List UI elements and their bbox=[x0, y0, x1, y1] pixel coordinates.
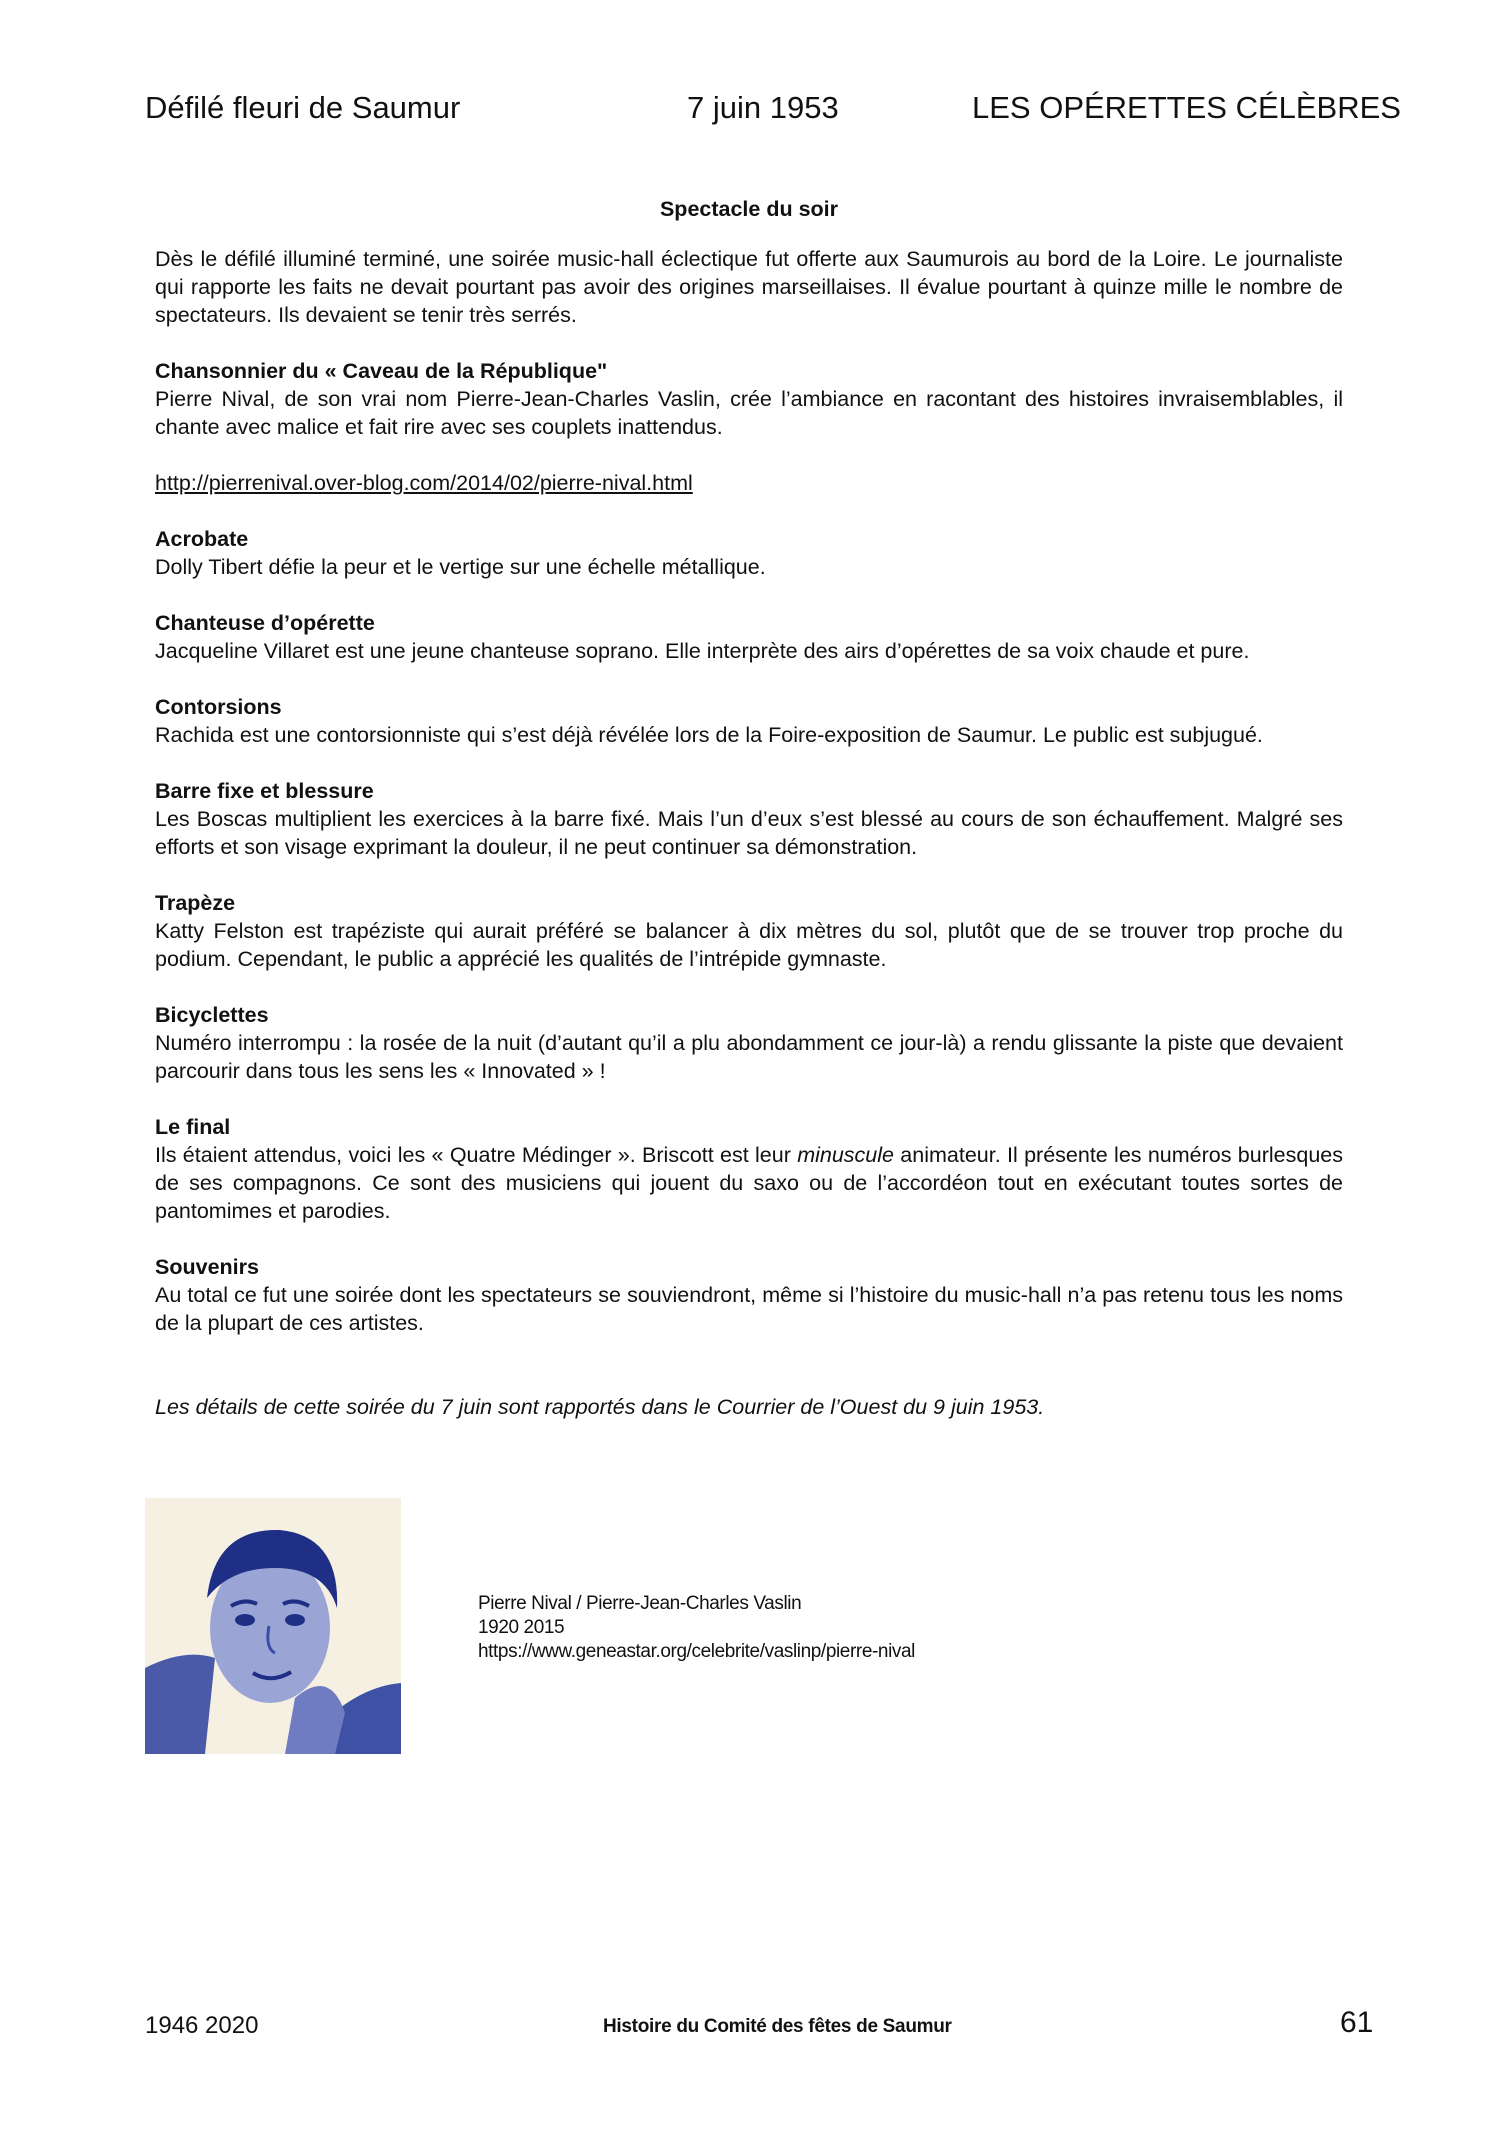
section-text bbox=[155, 1141, 1343, 1225]
header-right-title: LES OPÉRETTES CÉLÈBRES bbox=[972, 90, 1401, 125]
section-barre-fixe bbox=[155, 777, 1343, 861]
section-souvenirs bbox=[155, 1253, 1343, 1337]
section-heading: Acrobate bbox=[155, 527, 249, 551]
caption-name: Pierre Nival / Pierre-Jean-Charles Vaslin bbox=[478, 1593, 802, 1614]
footer-title: Histoire du Comité des fêtes de Saumur bbox=[603, 2016, 952, 2037]
section-heading: Contorsions bbox=[155, 695, 282, 719]
article-title: Spectacle du soir bbox=[659, 197, 839, 221]
section-chanteuse bbox=[155, 609, 1343, 665]
section-text: Pierre Nival, de son vrai nom Pierre-Jean-Charles Vaslin, crée l’ambiance en racontant des histoires invraisemblables, il chante avec malice et fait rire avec ses couplets inattendus. bbox=[155, 387, 1343, 439]
section-heading: Chansonnier du « Caveau de la République" bbox=[155, 359, 608, 383]
pierre-nival-link[interactable]: http://pierrenival.over-blog.com/2014/02/pierre-nival.html bbox=[155, 471, 693, 495]
section-text: Jacqueline Villaret est une jeune chanteuse soprano. Elle interprète des airs d’opérettes de sa voix chaude et pure. bbox=[155, 639, 1250, 663]
caption-url: https://www.geneastar.org/celebrite/vaslinp/pierre-nival bbox=[478, 1641, 915, 1662]
photo-caption bbox=[478, 1592, 915, 1664]
section-final bbox=[155, 1113, 1343, 1225]
section-heading: Souvenirs bbox=[155, 1255, 259, 1279]
section-chansonnier bbox=[155, 357, 1343, 441]
section-text: Au total ce fut une soirée dont les spectateurs se souviendront, même si l’histoire du music-hall n’a pas retenu tous les noms de la plupart de ces artistes. bbox=[155, 1283, 1343, 1335]
section-acrobate bbox=[155, 525, 1343, 581]
header-date: 7 juin 1953 bbox=[687, 90, 839, 125]
section-text: Dolly Tibert défie la peur et le vertige sur une échelle métallique. bbox=[155, 555, 766, 579]
section-heading: Barre fixe et blessure bbox=[155, 779, 374, 803]
text-before: Ils étaient attendus, voici les « Quatre Médinger ». Briscott est leur bbox=[155, 1143, 798, 1167]
section-heading: Chanteuse d’opérette bbox=[155, 611, 375, 635]
intro-paragraph: Dès le défilé illuminé terminé, une soirée music-hall éclectique fut offerte aux Saumurois au bord de la Loire. Le journaliste qui rapporte les faits ne devait pourtant pas avoir des origines marseillaises. Il évalue pourtant à quinze mille le nombre de spectateurs. Ils devaient se tenir très serrés. bbox=[155, 247, 1343, 327]
section-bicyclettes bbox=[155, 1001, 1343, 1085]
section-heading: Bicyclettes bbox=[155, 1003, 269, 1027]
section-text: Les Boscas multiplient les exercices à la barre fixé. Mais l’un d’eux s’est blessé au cours de son échauffement. Malgré ses efforts et son visage exprimant la douleur, il ne peut continuer sa démonstration. bbox=[155, 807, 1343, 859]
page-number: 61 bbox=[1340, 2006, 1374, 2039]
portrait-photo bbox=[145, 1498, 401, 1754]
header-left-title: Défilé fleuri de Saumur bbox=[145, 90, 461, 125]
section-text: Rachida est une contorsionniste qui s’est déjà révélée lors de la Foire-exposition de Saumur. Le public est subjugué. bbox=[155, 723, 1263, 747]
section-text: Numéro interrompu : la rosée de la nuit (d’autant qu’il a plu abondamment ce jour-là) a rendu glissante la piste que devaient parcourir dans tous les sens les « Innovated » ! bbox=[155, 1031, 1343, 1083]
section-text: Katty Felston est trapéziste qui aurait préféré se balancer à dix mètres du sol, plutôt que de se trouver trop proche du podium. Cependant, le public a apprécié les qualités de l’intrépide gymnaste. bbox=[155, 919, 1343, 971]
portrait-illustration bbox=[145, 1498, 401, 1754]
source-note: Les détails de cette soirée du 7 juin sont rapportés dans le Courrier de l’Ouest du 9 juin 1953. bbox=[155, 1395, 1045, 1419]
section-contorsions bbox=[155, 693, 1343, 749]
section-trapeze bbox=[155, 889, 1343, 973]
caption-years: 1920 2015 bbox=[478, 1617, 565, 1638]
footer-years: 1946 2020 bbox=[145, 2012, 259, 2039]
section-heading: Le final bbox=[155, 1115, 231, 1139]
text-italic: minuscule bbox=[797, 1143, 894, 1167]
text-after: animateur. Il présente les numéros burlesques de ses compagnons. Ce sont des musiciens qui jouent du saxo ou de l’accordéon tout en exécutant toutes sortes de pantomimes et parodies. bbox=[155, 1143, 1343, 1223]
article-body bbox=[155, 195, 1343, 1443]
section-heading: Trapèze bbox=[155, 891, 236, 915]
